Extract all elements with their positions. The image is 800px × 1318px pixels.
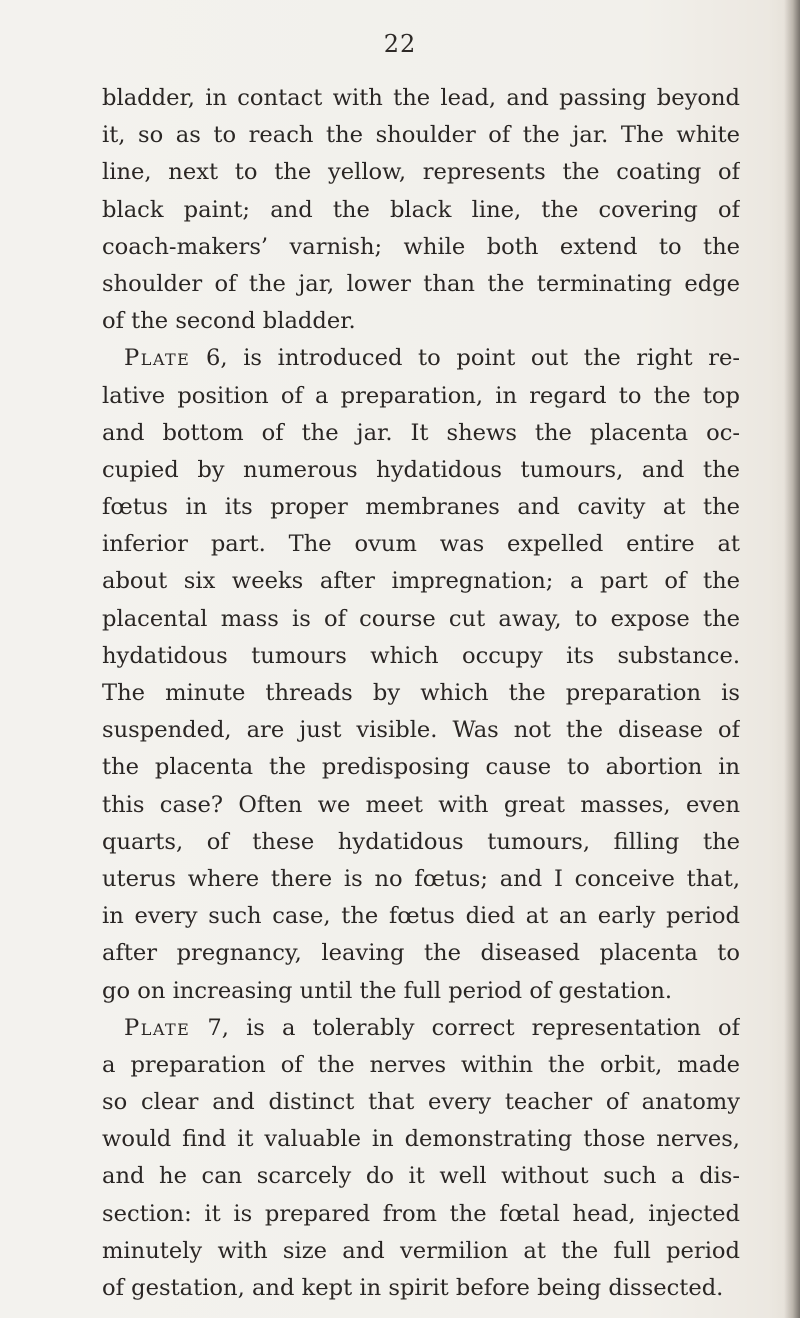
page-number: 22 — [383, 30, 417, 58]
text-line: hydatidous tumours which occupy its substance. — [102, 642, 740, 669]
page-edge-shadow — [784, 0, 800, 1318]
text-run: 7, is a tolerably correct representation of — [190, 1014, 740, 1041]
text-line: cupied by numerous hydatidous tumours, and the — [102, 456, 740, 483]
text-line: go on increasing until the full period of gestation. — [102, 977, 673, 1004]
text-line: placental mass is of course cut away, to expose the — [102, 605, 740, 632]
text-line: minutely with size and vermilion at the full period — [102, 1237, 740, 1264]
text-line: a preparation of the nerves within the orbit, made — [102, 1051, 740, 1078]
text-line: quarts, of these hydatidous tumours, filling the — [102, 828, 740, 855]
text-line: bladder, in contact with the lead, and passing beyond — [102, 85, 740, 111]
text-line: in every such case, the fœtus died at an early period — [102, 903, 740, 930]
text-line: inferior part. The ovum was expelled entire at — [102, 531, 740, 558]
text-run: 6, is introduced to point out the right re- — [190, 345, 740, 372]
plate-reference: Plate — [124, 1014, 191, 1041]
text-line — [102, 1010, 740, 1047]
text-line: line, next to the yellow, represents the coating of — [102, 159, 740, 186]
text-line: uterus where there is no fœtus; and I conceive that, — [102, 865, 740, 892]
text-line: black paint; and the black line, the covering of — [102, 196, 740, 223]
text-line: would find it valuable in demonstrating those nerves, — [102, 1126, 740, 1153]
text-line: of the second bladder. — [102, 308, 356, 335]
text-line: lative position of a preparation, in regard to the top — [102, 382, 740, 409]
text-line: fœtus in its proper membranes and cavity at the — [102, 494, 740, 521]
text-line: of gestation, and kept in spirit before being dissected. — [102, 1275, 724, 1301]
text-line: after pregnancy, leaving the diseased placenta to — [102, 940, 740, 967]
text-line: shoulder of the jar, lower than the terminating edge — [102, 270, 740, 297]
text-line: The minute threads by which the preparation is — [102, 680, 740, 706]
text-line: it, so as to reach the shoulder of the jar. The white — [102, 122, 740, 149]
text-line: the placenta the predisposing cause to abortion in — [102, 754, 740, 781]
text-line: section: it is prepared from the fœtal head, injected — [102, 1200, 740, 1227]
text-line: this case? Often we meet with great masses, even — [102, 791, 740, 818]
text-line: about six weeks after impregnation; a part of the — [102, 568, 740, 595]
plate-reference: Plate — [124, 345, 191, 372]
text-line: coach-makers’ varnish; while both extend to the — [102, 233, 740, 260]
text-line: suspended, are just visible. Was not the disease of — [102, 717, 740, 744]
body-text — [102, 80, 740, 1307]
text-line — [102, 340, 740, 377]
text-line: and bottom of the jar. It shews the placenta oc- — [102, 419, 740, 446]
text-line: and he can scarcely do it well without such a dis- — [102, 1163, 740, 1190]
text-line: so clear and distinct that every teacher of anatomy — [102, 1089, 740, 1116]
